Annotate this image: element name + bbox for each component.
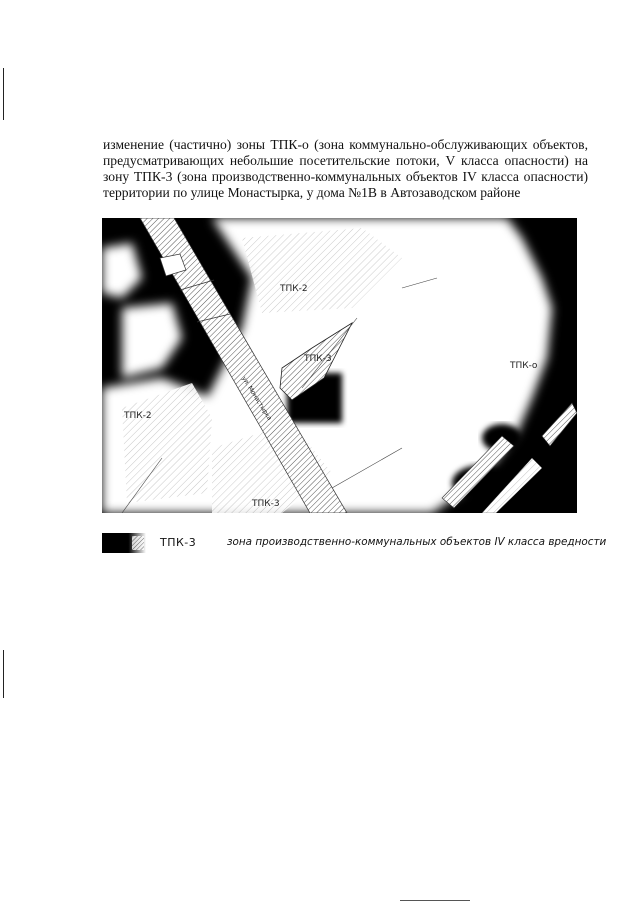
label-tpk3-bottom: ТПК-3: [252, 499, 280, 509]
document-paragraph: изменение (частично) зоны ТПК-о (зона коммунально-обслуживающих объектов, предусматривающих небольшие посетительские потоки, V класса опасности) на зону ТПК-3 (зона производственно-коммунальных объектов IV класса опасности) территории по улице Монастырка, у дома №1В в Автозаводском районе: [103, 136, 588, 201]
scan-mark-bottom: [400, 900, 470, 901]
scan-mark-left-top: [3, 68, 4, 120]
label-street: ул. Монастырка: [240, 375, 273, 422]
zoning-map: [102, 218, 577, 513]
legend-code: ТПК-3: [160, 536, 197, 549]
label-tpk2-left: ТПК-2: [124, 411, 152, 421]
label-tpk3-center: ТПК-3: [304, 354, 332, 364]
scan-mark-left-bottom: [3, 650, 4, 698]
label-tpk-o: ТПК-о: [510, 361, 538, 371]
legend-description: зона производственно-коммунальных объектов IV класса вредности: [227, 536, 607, 548]
map-legend: [102, 533, 607, 555]
label-tpk2-top: ТПК-2: [280, 284, 308, 294]
legend-swatch: [102, 533, 146, 553]
